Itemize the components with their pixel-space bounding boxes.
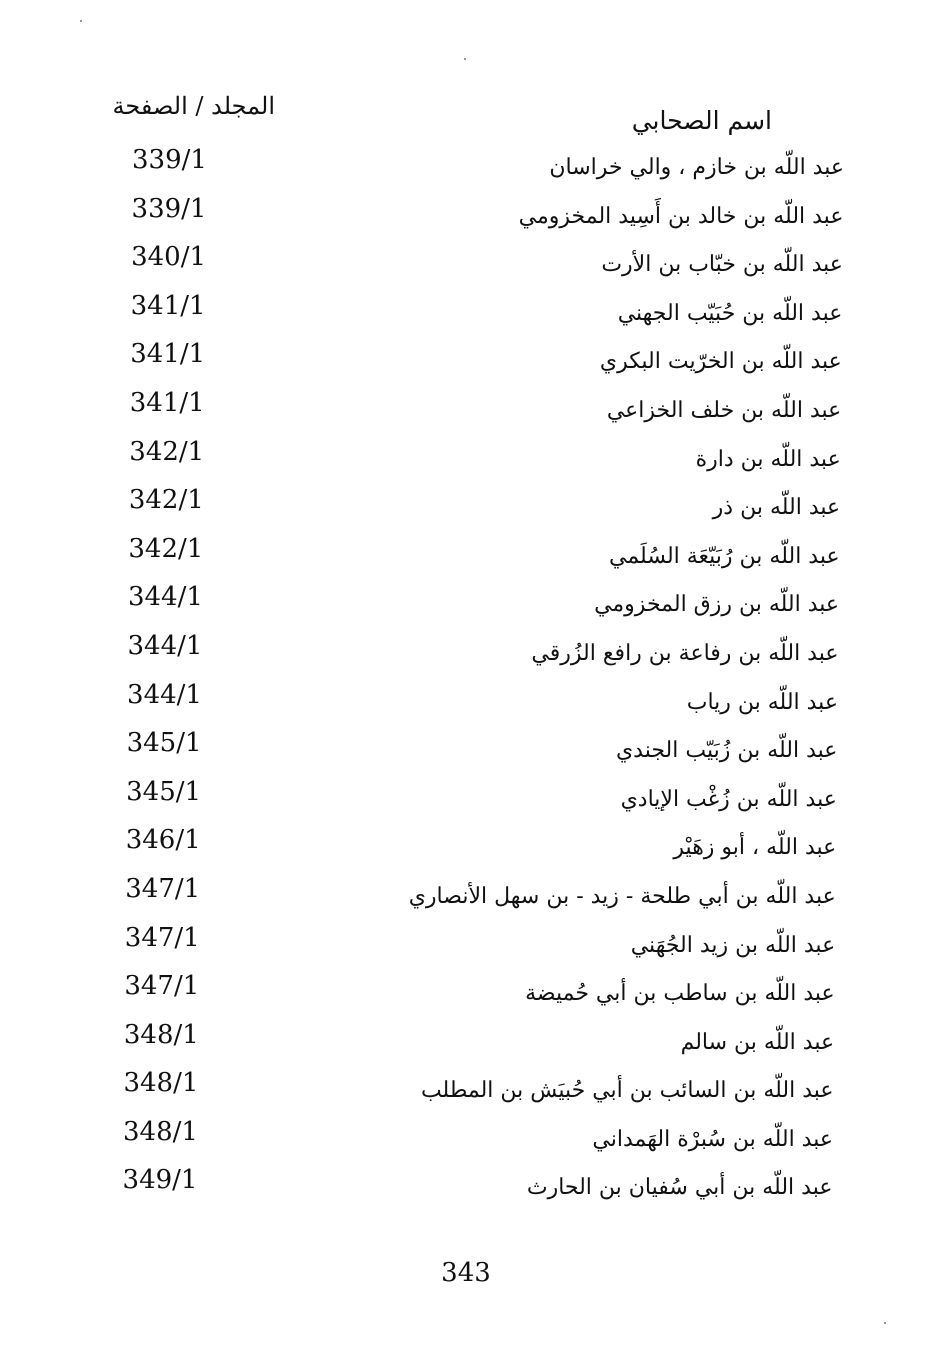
companion-name: عبد اللّه بن حُبَيّب الجهني	[617, 300, 843, 326]
volume-page-ref: 342/1	[129, 436, 205, 467]
table-header	[0, 92, 932, 142]
list-item	[0, 534, 932, 583]
volume-page-ref: 347/1	[124, 971, 200, 1002]
list-item	[0, 825, 932, 874]
companion-name: عبد اللّه بن زيد الجُهَني	[630, 932, 836, 958]
companion-name: عبد اللّه بن زُبَيّب الجندي	[615, 738, 838, 764]
volume-page-ref: 345/1	[126, 728, 202, 759]
companion-name: عبد اللّه بن الخرّيت البكري	[599, 349, 842, 375]
list-item	[0, 874, 932, 923]
list-item	[0, 971, 932, 1020]
list-item	[0, 923, 932, 972]
volume-page-ref: 342/1	[128, 485, 204, 516]
volume-page-ref: 344/1	[127, 582, 203, 613]
companion-name: عبد اللّه بن ساطب بن أبي حُميضة	[525, 981, 835, 1007]
companion-name: عبد اللّه بن أبي طلحة - زيد - بن سهل الأنصاري	[408, 883, 836, 909]
list-item	[0, 1068, 932, 1117]
volume-page-ref: 344/1	[127, 630, 203, 661]
volume-page-ref: 348/1	[123, 1068, 199, 1099]
list-item	[0, 728, 932, 777]
companion-name: عبد اللّه بن خلف الخزاعي	[606, 397, 842, 423]
list-item	[0, 631, 932, 680]
companion-name: عبد اللّه بن سُبرْة الهَمداني	[592, 1126, 833, 1152]
companion-name: عبد اللّه بن رياب	[686, 689, 838, 715]
volume-page-ref: 348/1	[123, 1019, 199, 1050]
volume-page-ref: 344/1	[127, 679, 202, 710]
volume-page-ref: 339/1	[132, 145, 207, 175]
list-item	[0, 1165, 932, 1214]
volume-page-ref: 346/1	[125, 825, 201, 856]
column-header-volume-page: المجلد / الصفحة	[112, 92, 275, 120]
column-header-companion-name: اسم الصحابي	[631, 106, 772, 135]
list-item	[0, 777, 932, 826]
volume-page-ref: 348/1	[123, 1116, 198, 1147]
scan-speck	[464, 58, 466, 60]
companion-name: عبد اللّه بن سالم	[680, 1029, 835, 1055]
list-item	[0, 437, 932, 486]
companion-name: عبد اللّه بن خالد بن أَسِيد المخزومي	[518, 203, 844, 229]
list-item	[0, 485, 932, 534]
volume-page-ref: 349/1	[122, 1165, 198, 1196]
volume-page-ref: 347/1	[125, 873, 201, 904]
volume-page-ref: 342/1	[128, 533, 204, 564]
volume-page-ref: 341/1	[129, 387, 205, 418]
list-item	[0, 582, 932, 631]
scan-speck	[884, 1322, 886, 1324]
list-item	[0, 291, 932, 340]
list-item	[0, 339, 932, 388]
companion-name: عبد اللّه بن السائب بن أبي حُبيَش بن المطلب	[420, 1078, 834, 1104]
list-item	[0, 194, 932, 243]
companion-name: عبد اللّه ، أبو زهَيْر	[673, 835, 837, 861]
companion-name: عبد اللّه بن رفاعة بن رافع الزُرقي	[531, 640, 839, 666]
volume-page-ref: 345/1	[126, 776, 202, 807]
companion-name: عبد اللّه بن زُغْب الإيادي	[620, 786, 837, 812]
companion-name: عبد اللّه بن أبي سُفيان بن الحارث	[526, 1175, 833, 1201]
list-item	[0, 242, 932, 291]
companion-name: عبد اللّه بن دارة	[695, 446, 841, 472]
entry-list	[0, 145, 932, 1214]
volume-page-ref: 341/1	[130, 290, 206, 321]
list-item	[0, 1117, 932, 1166]
companion-name: عبد اللّه بن خازم ، والي خراسان	[549, 155, 844, 180]
list-item	[0, 388, 932, 437]
volume-page-ref: 340/1	[131, 242, 207, 273]
list-item	[0, 680, 932, 729]
companion-name: عبد اللّه بن خبّاب بن الأرت	[601, 252, 843, 278]
volume-page-ref: 339/1	[131, 193, 207, 224]
volume-page-ref: 341/1	[130, 339, 206, 370]
companion-name: عبد اللّه بن رزق المخزومي	[594, 592, 840, 618]
page-number: 343	[441, 1258, 491, 1288]
scan-speck	[80, 20, 82, 22]
volume-page-ref: 347/1	[124, 922, 200, 953]
companion-name: عبد اللّه بن ذر	[712, 495, 841, 521]
companion-name: عبد اللّه بن رُبَيّعَة السُلَمي	[608, 543, 840, 569]
list-item	[0, 1020, 932, 1069]
list-item	[0, 145, 932, 194]
